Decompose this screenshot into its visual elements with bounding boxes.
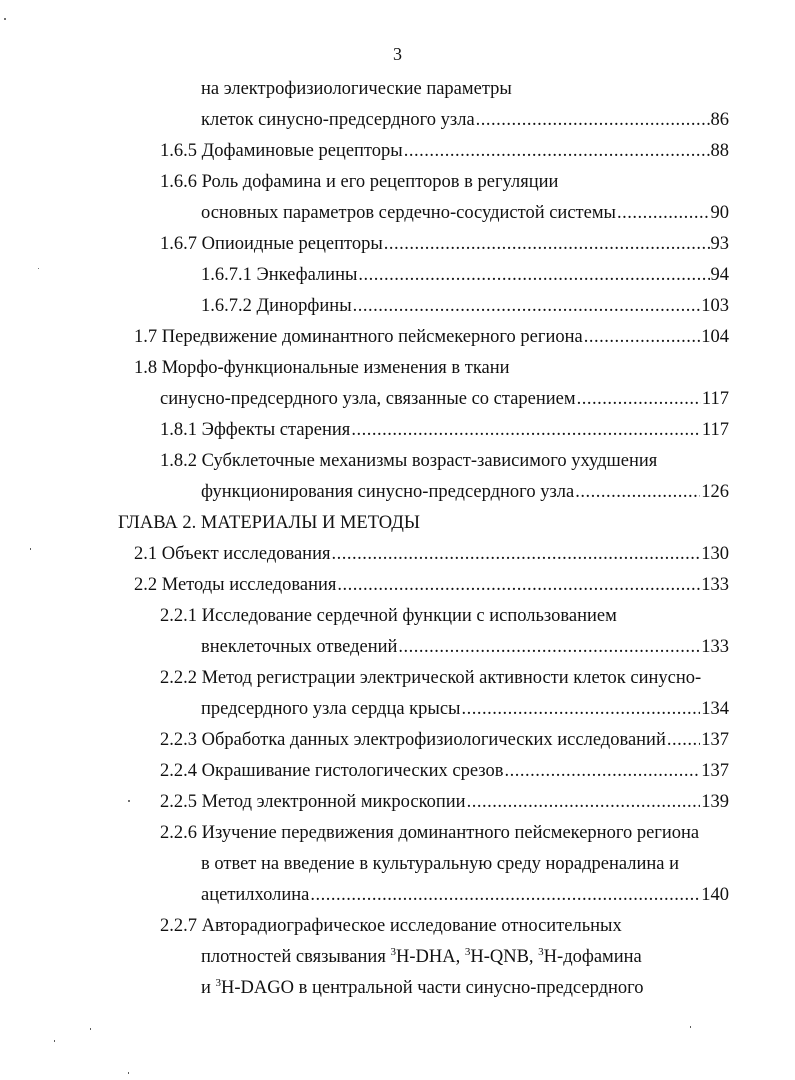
toc-entry-text: 2.2.2 Метод регистрации электрической активности клеток синусно- (160, 668, 702, 688)
leader-dots (332, 539, 701, 570)
toc-page-number: 133 (701, 575, 729, 595)
toc-line (160, 818, 699, 849)
toc-line (134, 353, 510, 384)
toc-page-number: 137 (701, 730, 729, 750)
scan-speck (128, 1072, 129, 1074)
toc-line (201, 260, 729, 291)
toc-entry-text: 1.8 Морфо-функциональные изменения в ткани (134, 358, 510, 378)
toc-entry-text: и $^3$H-DAGO в центральной части синусно-предсердного (201, 977, 644, 998)
toc-line (201, 632, 729, 663)
toc-line (160, 415, 729, 446)
toc-entry-text: в ответ на введение в культуральную среду норадреналина и (201, 854, 680, 874)
toc-page-number: 93 (710, 234, 729, 254)
toc-page-number: 117 (701, 389, 729, 409)
toc-entry-text: 1.6.5 Дофаминовые рецепторы (160, 141, 403, 161)
toc-page-number: 117 (701, 420, 729, 440)
toc-line (134, 322, 729, 353)
scan-speck (690, 1026, 691, 1028)
toc-entry-text: 2.2.7 Авторадиографическое исследование относительных (160, 916, 622, 936)
toc-line (201, 105, 729, 136)
leader-dots (575, 477, 700, 508)
toc-line (160, 787, 729, 818)
scan-speck (38, 268, 39, 269)
leader-dots (667, 725, 700, 756)
toc-entry-text: 2.1 Объект исследования (134, 544, 331, 564)
toc-line (118, 508, 420, 539)
toc-entry-text: плотностей связывания $^3$H-DHA, $^3$H-QNB, $^3$H-дофамина (201, 946, 642, 967)
toc-line (160, 663, 701, 694)
leader-dots (358, 260, 709, 291)
toc-line (134, 539, 729, 570)
toc-page-number: 126 (701, 482, 729, 502)
scan-speck (30, 548, 31, 550)
toc-line (201, 477, 729, 508)
toc-entry-text: 2.2.5 Метод электронной микроскопии (160, 792, 466, 812)
toc-page-number: 140 (701, 885, 729, 905)
leader-dots (353, 291, 701, 322)
toc-entry-text: 2.2.6 Изучение передвижения доминантного пейсмекерного региона (160, 823, 700, 843)
toc-entry-text: предсердного узла сердца крысы (201, 699, 461, 719)
toc-entry-text: основных параметров сердечно-сосудистой системы (201, 203, 616, 223)
toc-page-number: 139 (701, 792, 729, 812)
leader-dots (398, 632, 700, 663)
toc-entry-text: ацетилхолина (201, 885, 310, 905)
toc-line (201, 198, 729, 229)
leader-dots (351, 415, 701, 446)
toc-line (201, 291, 729, 322)
scan-speck (54, 1040, 55, 1042)
toc-page-number: 90 (710, 203, 729, 223)
toc-line (160, 136, 729, 167)
toc-page-number: 104 (701, 327, 729, 347)
toc-entry-text: 2.2.3 Обработка данных электрофизиологических исследований (160, 730, 666, 750)
toc-page-number: 137 (701, 761, 729, 781)
toc-line (201, 74, 512, 105)
toc-page-number: 133 (701, 637, 729, 657)
toc-line (160, 756, 729, 787)
leader-dots (404, 136, 710, 167)
toc-line (201, 880, 729, 911)
toc-page-number: 134 (701, 699, 729, 719)
toc-line (201, 694, 729, 725)
toc-line (160, 725, 729, 756)
toc-entry-text: на электрофизиологические параметры (201, 79, 512, 99)
leader-dots (504, 756, 700, 787)
toc-line (160, 601, 617, 632)
toc-entry-text: 2.2.1 Исследование сердечной функции с использованием (160, 606, 617, 626)
toc-line (134, 570, 729, 601)
toc-line (160, 229, 729, 260)
toc-page-number: 88 (710, 141, 729, 161)
toc-line (160, 384, 729, 415)
toc-entry-text: 1.8.2 Субклеточные механизмы возраст-зависимого ухудшения (160, 451, 658, 471)
scan-speck (90, 1028, 91, 1030)
toc-entry-text: 1.6.7.1 Энкефалины (201, 265, 358, 285)
toc-entry-text: 1.6.7 Опиоидные рецепторы (160, 234, 383, 254)
toc-entry-text: 1.7 Передвижение доминантного пейсмекерного региона (134, 327, 583, 347)
toc-line (160, 167, 558, 198)
toc-entry-text: функционирования синусно-предсердного узла (201, 482, 575, 502)
leader-dots (310, 880, 700, 911)
toc-page-number: 94 (710, 265, 729, 285)
toc-page-number: 86 (710, 110, 729, 130)
leader-dots (617, 198, 710, 229)
toc-entry-text: 1.6.6 Роль дофамина и его рецепторов в регуляции (160, 172, 559, 192)
page-number: 3 (393, 44, 402, 64)
toc-entry-text: внеклеточных отведений (201, 637, 398, 657)
toc-entry-text: 1.8.1 Эффекты старения (160, 420, 351, 440)
toc-entry-text: синусно-предсердного узла, связанные со старением (160, 389, 576, 409)
toc-page-number: 103 (701, 296, 729, 316)
leader-dots (462, 694, 701, 725)
chapter-heading: ГЛАВА 2. МАТЕРИАЛЫ И МЕТОДЫ (118, 513, 420, 533)
leader-dots (467, 787, 701, 818)
toc-line (201, 973, 644, 1004)
toc-entry-text: 1.6.7.2 Динорфины (201, 296, 352, 316)
toc-entry-text: 2.2 Методы исследования (134, 575, 337, 595)
toc-line (160, 911, 622, 942)
leader-dots (584, 322, 701, 353)
toc-entry-text: 2.2.4 Окрашивание гистологических срезов (160, 761, 504, 781)
leader-dots (384, 229, 710, 260)
toc-page-number: 130 (701, 544, 729, 564)
leader-dots (476, 105, 710, 136)
toc-line (201, 849, 679, 880)
scan-speck (128, 800, 130, 802)
leader-dots (337, 570, 700, 601)
toc-entry-text: клеток синусно-предсердного узла (201, 110, 475, 130)
scan-speck (4, 18, 6, 20)
toc-line (160, 446, 657, 477)
toc-line (201, 942, 642, 973)
leader-dots (577, 384, 701, 415)
